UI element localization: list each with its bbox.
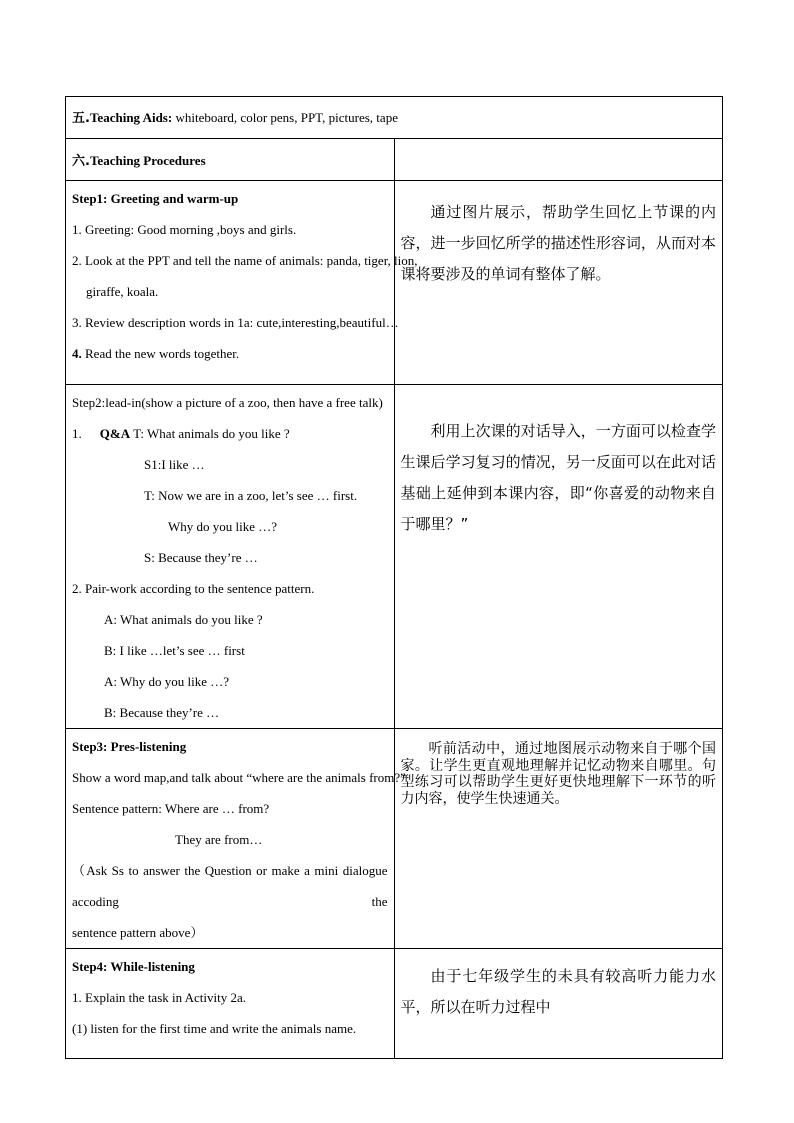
- step3-cell: [66, 729, 406, 949]
- pair-dialogue-line: B: I like …let’s see … first: [104, 643, 245, 658]
- teaching-procedures-label: Teaching Procedures: [89, 153, 206, 168]
- step3-title: Step3: Pres-listening: [72, 739, 187, 754]
- step4-cell: [66, 949, 395, 1059]
- step3-line: Show a word map,and talk about “where are the animals from?”: [72, 770, 406, 785]
- step2-note: 利用上次课的对话导入，一方面可以检查学生课后学习复习的情况，另一反面可以在此对话基础上延伸到本课内容，即“你喜爱的动物来自于哪里？”: [400, 422, 716, 533]
- step3-note: 听前活动中，通过地图展示动物来自于哪个国家。让学生更直观地理解并记忆动物来自哪里。句型练习可以帮助学生更好更快地理解下一环节的听力内容，使学生快速通关。: [400, 741, 716, 807]
- step1-note: 通过图片展示，帮助学生回忆上节课的内容，进一步回忆所学的描述性形容词，从而对本课将要涉及的单词有整体了解。: [400, 203, 716, 283]
- empty-cell: [394, 139, 723, 181]
- section-number: 六.: [72, 154, 90, 169]
- dialogue-line: S: Because they’re …: [144, 550, 258, 565]
- teaching-aids-row: [66, 97, 723, 139]
- step1-item: Read the new words together.: [81, 346, 240, 361]
- step4-note: 由于七年级学生的未具有较高听力能力水平，所以在听力过程中: [400, 967, 716, 1016]
- step1-item: 1. Greeting: Good morning ,boys and girls.: [72, 222, 297, 237]
- step3-instruction: （Ask Ss to answer the Question or make a mini dialogue accoding the: [72, 863, 388, 909]
- step3-line: They are from…: [175, 832, 263, 847]
- step2-title: Step2:lead-in(show a picture of a zoo, then have a free talk): [72, 395, 383, 410]
- section-number: 五.: [72, 111, 90, 126]
- teaching-aids-label: Teaching Aids:: [89, 110, 173, 125]
- dialogue-line: Why do you like …?: [168, 519, 278, 534]
- step3-note-cell: [394, 729, 723, 949]
- step2-item: T: What animals do you like ?: [130, 426, 290, 441]
- step3-instruction: sentence pattern above）: [72, 925, 204, 940]
- step2-note-cell: [394, 385, 723, 729]
- teaching-procedures-heading: [66, 139, 395, 181]
- dialogue-line: S1:I like …: [144, 457, 205, 472]
- step1-item: 3. Review description words in 1a: cute,interesting,beautiful…: [72, 315, 399, 330]
- step4-note-cell: [394, 949, 723, 1059]
- pair-dialogue-line: A: What animals do you like ?: [104, 612, 263, 627]
- qa-label: Q&A: [99, 426, 131, 441]
- step1-note-cell: [394, 181, 723, 385]
- step1-title: Step1: Greeting and warm-up: [72, 191, 239, 206]
- step1-item-number: 4.: [72, 346, 82, 361]
- step3-line: Sentence pattern: Where are … from?: [72, 801, 270, 816]
- pair-dialogue-line: B: Because they’re …: [104, 705, 220, 720]
- step1-cell: [66, 181, 418, 385]
- step2-item-number: 1.: [72, 426, 82, 441]
- teaching-aids-text: whiteboard, color pens, PPT, pictures, tape: [172, 110, 398, 125]
- step2-cell: [66, 385, 395, 729]
- teaching-plan-table: [65, 96, 723, 1059]
- step4-line: 1. Explain the task in Activity 2a.: [72, 990, 247, 1005]
- dialogue-line: T: Now we are in a zoo, let’s see … first.: [144, 488, 358, 503]
- step1-item: giraffe, koala.: [86, 284, 159, 299]
- step2-item: 2. Pair-work according to the sentence pattern.: [72, 581, 315, 596]
- pair-dialogue-line: A: Why do you like …?: [104, 674, 230, 689]
- step1-item: 2. Look at the PPT and tell the name of animals: panda, tiger, lion,: [72, 253, 418, 268]
- step4-line: (1) listen for the first time and write the animals name.: [72, 1021, 357, 1036]
- step4-title: Step4: While-listening: [72, 959, 195, 974]
